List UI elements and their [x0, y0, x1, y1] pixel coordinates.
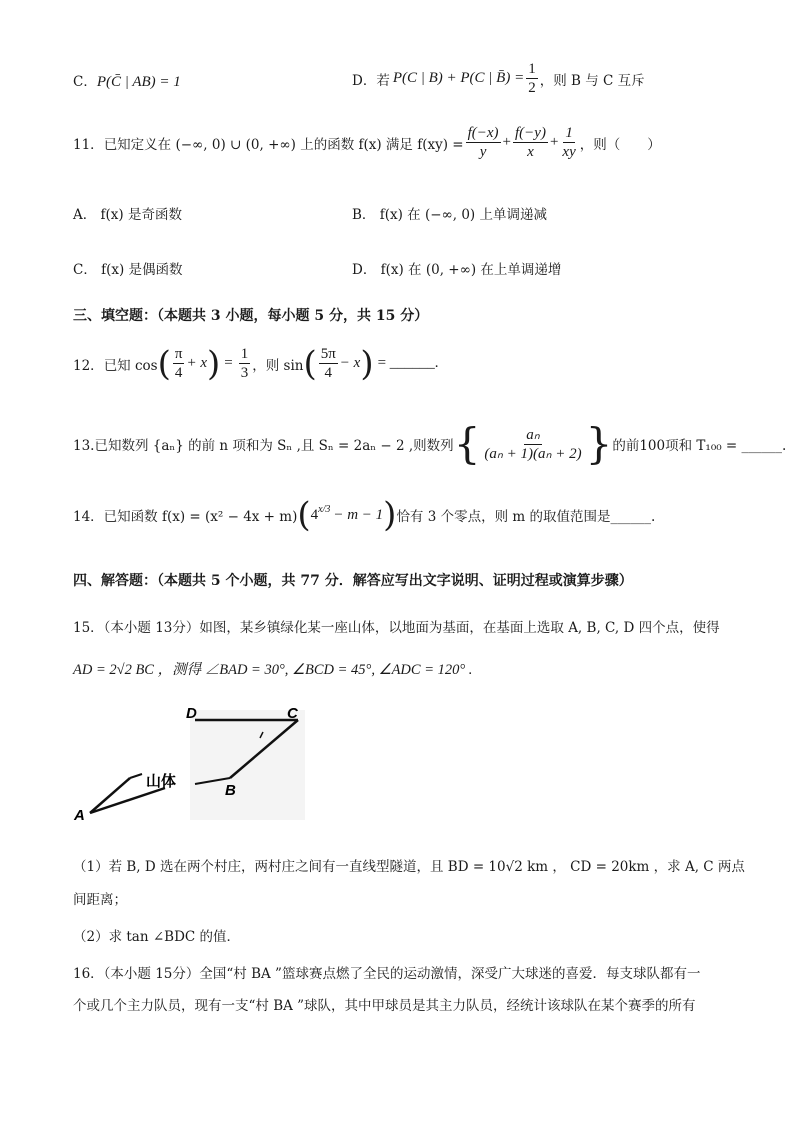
- q15-diagram: [70, 700, 320, 825]
- q15-line-1: 15．（本小题 13分）如图，某乡镇绿化某一座山体，以地面为基面，在基面上选取 A, B, C, D 四个点，使得: [73, 620, 720, 636]
- segment-a-up-2: [130, 774, 142, 778]
- q10-option-c: C．P(C̄ | AB) = 1: [73, 74, 181, 90]
- q15-part-1-line-2: 间距离；: [73, 892, 127, 908]
- section-4-title: 四、解答题：（本题共 5 个小题，共 77 分．解答应写出文字说明、证明过程或演算步骤）: [73, 573, 633, 589]
- label-mountain: 山体: [146, 772, 177, 790]
- q12-stem: 12． 已知 cos ( $\frac{\pi}{4}$ + x ) = $\frac{1}{3}$ ，则 sin ( $\frac{5\pi}{4}$ − x ) = ______.: [73, 343, 439, 384]
- label-d: D: [186, 705, 197, 722]
- section-3-title: 三、填空题：（本题共 3 小题，每小题 5 分，共 15 分）: [73, 308, 429, 324]
- q16-line-2: 个或几个主力队员，现有一支“村 BA ”球队，其中甲球员是其主力队员，经统计该球队在某个赛季的所有: [73, 998, 696, 1014]
- segment-a-up: [90, 778, 130, 813]
- q15-line-2: AD = 2√2 BC ，测得 ∠BAD = 30°, ∠BCD = 45°, ∠ADC = 120° .: [73, 662, 473, 678]
- q11-option-a: A． f(x) 是奇函数: [73, 207, 182, 223]
- segment-ab-left: [90, 788, 165, 813]
- q10-option-d: D．若 P(C | B) + P(C | B̄) = $\frac{1}{2}$ ，则 B 与 C 互斥: [352, 61, 645, 96]
- label-a: A: [74, 807, 85, 824]
- q11-stem: 11． 已知定义在 (−∞, 0) ∪ (0, +∞) 上的函数 f(x) 满足 f(xy) = $\frac{f(-x)}{y}$ + $\frac{f(-y)}{x}$ + $\frac{1}{xy}$ ，则（ ）: [73, 125, 661, 160]
- label-b: B: [225, 782, 236, 799]
- q11-option-b: B． f(x) 在 (−∞, 0) 上单调递减: [352, 207, 547, 223]
- q11-option-c: C． f(x) 是偶函数: [73, 262, 183, 278]
- q16-line-1: 16．（本小题 15分）全国“村 BA ”篮球赛点燃了全民的运动激情，深受广大球迷的喜爱．每支球队都有一: [73, 966, 701, 982]
- q14-stem: 14．已知函数 f(x) = (x² − 4x + m) ( 4 $^{x/3}$ − m − 1 ) 恰有 3 个零点，则 m 的取值范围是______.: [73, 495, 656, 535]
- q15-part-1-line-1: （1）若 B, D 选在两个村庄，两村庄之间有一直线型隧道，且 BD = 10√2 km ， CD = 20km ，求 A, C 两点: [73, 859, 745, 875]
- diagram-shading: [190, 710, 305, 820]
- q15-part-2: （2）求 tan ∠BDC 的值．: [73, 929, 241, 945]
- q13-stem: 13.已知数列 {aₙ} 的前 n 项和为 Sₙ ,且 Sₙ = 2aₙ − 2 ,则数列 { $\frac{\text{aₙ}}{\text{(aₙ + 1)(aₙ + 2)}}$ } 的前100项和 T₁₀₀ = ______.: [73, 419, 787, 468]
- label-c: C: [287, 705, 298, 722]
- q11-option-d: D． f(x) 在 (0, +∞) 在上单调递增: [352, 262, 562, 278]
